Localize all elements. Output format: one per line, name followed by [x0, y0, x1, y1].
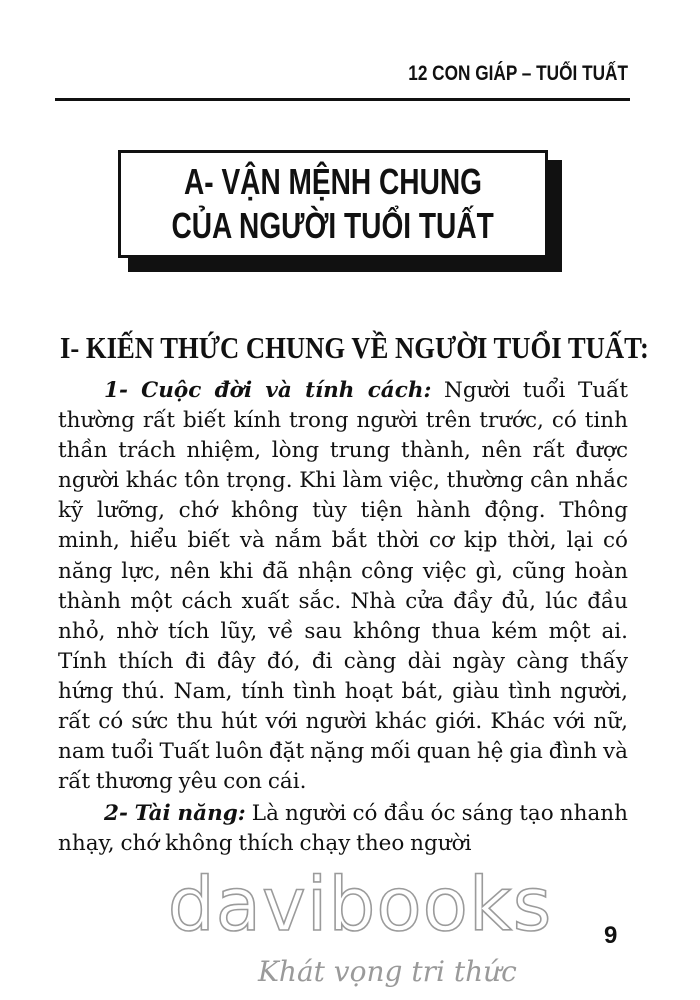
running-header: 12 CON GIÁP – TUỔI TUẤT — [408, 62, 628, 85]
paragraph-talent — [58, 799, 628, 859]
page-number: 9 — [604, 922, 618, 949]
paragraph-body: Người tuổi Tuất thường rất biết kính trong người trên trước, có tinh thần trách nhiệm, lòng trung thành, nên rất được người khác tôn trọng. Khi làm việc, thường cân nhắc kỹ lưỡng, chớ không tùy tiện hành động. Thông minh, hiểu biết và nắm bắt thời cơ kịp thời, lại có năng lực, nên khi đã nhận công việc gì, cũng hoàn thành một cách xuất sắc. Nhà cửa đầy đủ, lúc đầu nhỏ, nhờ tích lũy, về sau không thua kém một ai. Tính thích đi đây đó, đi càng dài ngày càng thấy hứng thú. Nam, tính tình hoạt bát, giàu tình người, rất có sức thu hút với người khác giới. Khác với nữ, nam tuổi Tuất luôn đặt nặng mối quan hệ gia đình và rất thương yêu con cái. — [58, 378, 628, 795]
header-rule — [55, 98, 630, 101]
chapter-title-line-1: A- VẬN MỆNH CHUNG — [184, 161, 482, 202]
paragraph-body: Là người có đầu óc sáng tạo nhanh nhạy, chớ không thích chạy theo người — [58, 801, 628, 857]
watermark-logo: davibooks — [167, 862, 553, 948]
chapter-title-box — [118, 150, 548, 258]
paragraph-run-in-heading: 1- Cuộc đời và tính cách: — [104, 378, 432, 403]
paragraph-character — [58, 376, 628, 797]
paragraph-run-in-heading: 2- Tài năng: — [104, 801, 246, 826]
watermark-tagline: Khát vọng tri thức — [258, 955, 517, 988]
section-heading: I- KIẾN THỨC CHUNG VỀ NGƯỜI TUỔI TUẤT: — [60, 330, 649, 365]
chapter-title-line-2: CỦA NGƯỜI TUỔI TUẤT — [171, 205, 495, 246]
